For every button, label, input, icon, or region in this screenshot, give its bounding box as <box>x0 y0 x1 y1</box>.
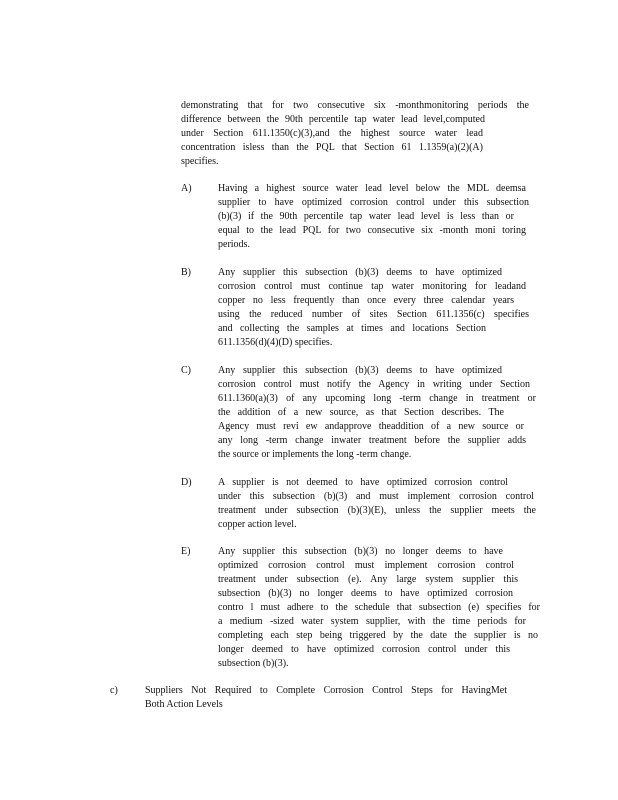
intro-paragraph <box>181 99 529 169</box>
item-d-line: under this subsection (b)(3) and must implement corrosion control <box>218 491 534 502</box>
section-c-line: Both Action Levels <box>145 699 223 710</box>
item-a-marker: A) <box>181 183 192 194</box>
item-b-line: using the reduced number of sites Section 611.1356(c) specifies <box>218 309 529 320</box>
item-d-line: A supplier is not deemed to have optimized corrosion control <box>218 477 508 488</box>
item-c-line: the addition of a new source, as that Section describes. The <box>218 407 504 418</box>
intro-line: difference between the 90th percentile tap water lead level,computed <box>181 114 485 125</box>
item-c-line: Any supplier this subsection (b)(3) deems to have optimized <box>218 365 502 376</box>
item-b-line: and collecting the samples at times and locations Section <box>218 323 486 334</box>
item-a-line: supplier to have optimized corrosion control under this subsection <box>218 197 529 208</box>
item-a-line: equal to the lead PQL for two consecutive six -month moni toring <box>218 225 526 236</box>
item-c-paragraph <box>218 364 536 462</box>
item-a-paragraph <box>218 182 529 252</box>
intro-line: specifies. <box>181 156 219 167</box>
item-c-line: the source or implements the long -term change. <box>218 449 412 460</box>
item-c-line: 611.1360(a)(3) of any upcoming long -term change in treatment or <box>218 393 536 404</box>
item-b-marker: B) <box>181 267 191 278</box>
item-e-paragraph <box>218 545 540 671</box>
intro-line: demonstrating that for two consecutive six -monthmonitoring periods the <box>181 100 529 111</box>
item-d-line: copper action level. <box>218 519 297 530</box>
intro-line: concentration isless than the PQL that Section 61 1.1359(a)(2)(A) <box>181 142 483 153</box>
item-e-line: treatment under subsection (e). Any large system supplier this <box>218 574 518 585</box>
item-b-line: copper no less frequently than once every three calendar years <box>218 295 514 306</box>
section-c-line: Suppliers Not Required to Complete Corrosion Control Steps for HavingMet <box>145 685 507 696</box>
item-e-marker: E) <box>181 546 191 557</box>
item-a-line: Having a highest source water lead level below the MDL deemsa <box>218 183 526 194</box>
item-c-line: Agency must revi ew andapprove theaddition of a new source or <box>218 421 524 432</box>
item-e-line: subsection (b)(3). <box>218 658 289 669</box>
item-e-line: subsection (b)(3) no longer deems to have optimized corrosion <box>218 588 513 599</box>
item-a-line: periods. <box>218 239 250 250</box>
item-e-line: Any supplier this subsection (b)(3) no longer deems to have <box>218 546 503 557</box>
section-c-heading <box>145 684 507 712</box>
item-e-line: optimized corrosion control must implement corrosion control <box>218 560 514 571</box>
item-b-line: 611.1356(d)(4)(D) specifies. <box>218 337 333 348</box>
item-d-paragraph <box>218 476 536 532</box>
item-c-line: any long -term change inwater treatment before the supplier adds <box>218 435 526 446</box>
item-d-line: treatment under subsection (b)(3)(E), unless the supplier meets the <box>218 505 536 516</box>
item-e-line: contro l must adhere to the schedule that subsection (e) specifies for <box>218 602 540 613</box>
section-c-marker: c) <box>110 685 118 696</box>
item-d-marker: D) <box>181 477 192 488</box>
item-b-line: corrosion control must continue tap water monitoring for leadand <box>218 281 526 292</box>
item-b-line: Any supplier this subsection (b)(3) deems to have optimized <box>218 267 502 278</box>
item-a-line: (b)(3) if the 90th percentile tap water lead level is less than or <box>218 211 514 222</box>
item-b-paragraph <box>218 266 529 350</box>
item-e-line: completing each step being triggered by the date the supplier is no <box>218 630 538 641</box>
item-e-line: a medium -sized water system supplier, with the time periods for <box>218 616 526 627</box>
intro-line: under Section 611.1350(c)(3),and the highest source water lead <box>181 128 483 139</box>
item-e-line: longer deemed to have optimized corrosion control under this <box>218 644 510 655</box>
item-c-line: corrosion control must notify the Agency in writing under Section <box>218 379 530 390</box>
item-c-marker: C) <box>181 365 191 376</box>
